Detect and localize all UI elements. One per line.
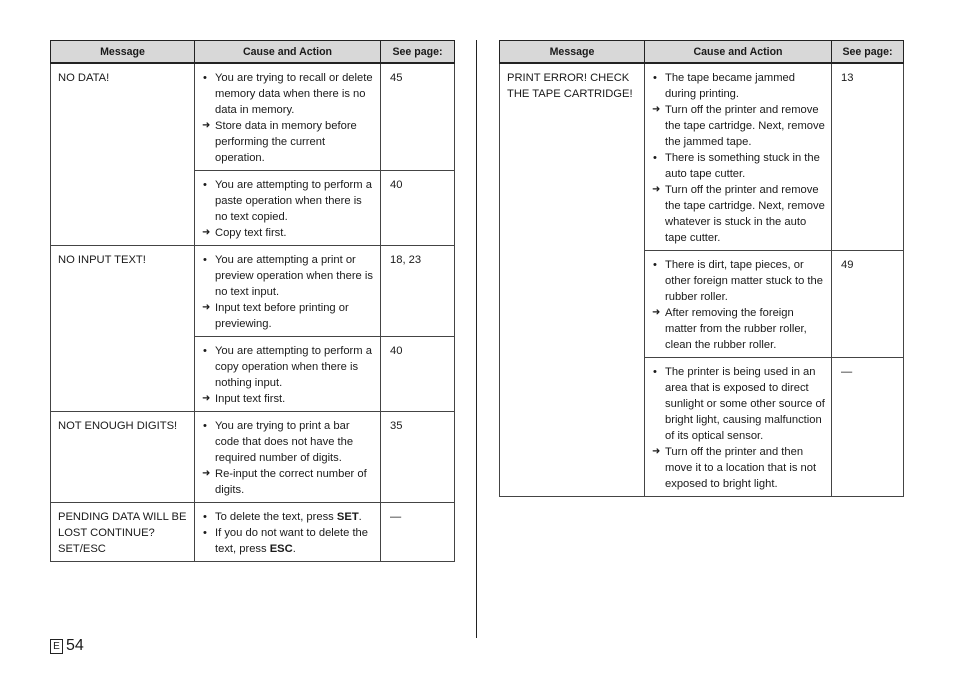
language-badge: E xyxy=(50,639,63,654)
action-item xyxy=(202,225,374,241)
see-page-cell: 49 xyxy=(832,251,904,358)
see-page-cell: 35 xyxy=(381,412,455,503)
see-page-cell: — xyxy=(381,503,455,562)
action-item xyxy=(652,182,825,246)
message-cell: NO DATA! xyxy=(51,63,195,246)
cause-item xyxy=(202,509,374,525)
cause-action-cell xyxy=(195,412,381,503)
table-header-row xyxy=(500,41,904,64)
cause-item xyxy=(202,177,374,225)
action-item xyxy=(202,466,374,498)
cause-item xyxy=(652,150,825,182)
message-cell: NOT ENOUGH DIGITS! xyxy=(51,412,195,503)
table-row xyxy=(51,246,455,337)
item-text: If you do not want to delete the text, press xyxy=(215,527,369,555)
see-page-cell: 13 xyxy=(832,63,904,251)
item-text: You are attempting to perform a paste operation when there is no text copied. xyxy=(215,179,372,223)
item-text: Copy text first. xyxy=(215,227,287,239)
cause-action-list xyxy=(652,70,825,246)
table-row xyxy=(51,412,455,503)
message-cell: NO INPUT TEXT! xyxy=(51,246,195,412)
cause-item xyxy=(202,70,374,118)
left-message-table xyxy=(50,40,455,562)
item-text: The printer is being used in an area that is exposed to direct sunlight or some other source of bright light, causing malfunction of its optical sensor. xyxy=(665,366,825,442)
item-text: Store data in memory before performing the current operation. xyxy=(215,120,357,164)
see-page-cell: 40 xyxy=(381,171,455,246)
item-text-end: . xyxy=(358,511,362,523)
action-item xyxy=(202,391,374,407)
cause-action-list xyxy=(202,418,374,498)
message-cell: PENDING DATA WILL BE LOST CONTINUE? SET/ESC xyxy=(51,503,195,562)
page-footer xyxy=(50,637,84,655)
cause-item xyxy=(652,70,825,102)
cause-action-cell xyxy=(195,171,381,246)
item-text: Input text before printing or previewing. xyxy=(215,302,349,330)
cause-action-list xyxy=(652,257,825,353)
cause-action-cell xyxy=(195,337,381,412)
header-see-page: See page: xyxy=(381,41,455,64)
action-item xyxy=(652,102,825,150)
cause-item xyxy=(202,418,374,466)
header-cause-and-action: Cause and Action xyxy=(195,41,381,64)
right-message-table xyxy=(499,40,904,497)
cause-action-list xyxy=(652,364,825,492)
see-page-cell: 45 xyxy=(381,63,455,171)
action-item xyxy=(652,305,825,353)
cause-action-cell xyxy=(195,503,381,562)
see-page-cell: 18, 23 xyxy=(381,246,455,337)
cause-action-cell xyxy=(645,251,832,358)
item-text: There is something stuck in the auto tape cutter. xyxy=(665,152,820,180)
item-text: To delete the text, press xyxy=(215,511,337,523)
cause-action-list xyxy=(202,177,374,241)
header-cause-and-action: Cause and Action xyxy=(645,41,832,64)
item-text-end: . xyxy=(292,543,296,555)
cause-action-cell xyxy=(645,358,832,497)
column-divider xyxy=(476,40,477,638)
key-name: SET xyxy=(336,511,359,523)
item-text: There is dirt, tape pieces, or other foreign matter stuck to the rubber roller. xyxy=(665,259,823,303)
action-item xyxy=(652,444,825,492)
item-text: Turn off the printer and then move it to a location that is not exposed to bright light. xyxy=(665,446,817,490)
item-text: Re-input the correct number of digits. xyxy=(215,468,367,496)
header-message: Message xyxy=(500,41,645,64)
cause-item xyxy=(652,257,825,305)
see-page-cell: 40 xyxy=(381,337,455,412)
cause-item xyxy=(202,343,374,391)
cause-item xyxy=(652,364,825,444)
cause-action-cell xyxy=(195,246,381,337)
header-see-page: See page: xyxy=(832,41,904,64)
cause-item xyxy=(202,252,374,300)
cause-action-list xyxy=(202,343,374,407)
table-row xyxy=(51,503,455,562)
key-name: ESC xyxy=(269,543,293,555)
item-text: After removing the foreign matter from the rubber roller, clean the rubber roller. xyxy=(665,307,807,351)
page-number: 54 xyxy=(66,637,84,654)
cause-action-list xyxy=(202,252,374,332)
item-text: The tape became jammed during printing. xyxy=(665,72,795,100)
message-cell: PRINT ERROR! CHECK THE TAPE CARTRIDGE! xyxy=(500,63,645,497)
item-text: You are trying to recall or delete memory data when there is no data in memory. xyxy=(215,72,373,116)
item-text: Turn off the printer and remove the tape cartridge. Next, remove the jammed tape. xyxy=(665,104,825,148)
header-message: Message xyxy=(51,41,195,64)
action-item xyxy=(202,300,374,332)
item-text: You are attempting to perform a copy operation when there is nothing input. xyxy=(215,345,372,389)
table-header-row xyxy=(51,41,455,64)
item-text: You are attempting a print or preview operation when there is no text input. xyxy=(215,254,373,298)
cause-action-cell xyxy=(195,63,381,171)
item-text: Input text first. xyxy=(215,393,286,405)
item-text: Turn off the printer and remove the tape cartridge. Next, remove whatever is stuck in the auto tape cutter. xyxy=(665,184,825,244)
see-page-cell: — xyxy=(832,358,904,497)
table-row xyxy=(500,63,904,251)
cause-action-cell xyxy=(645,63,832,251)
table-row xyxy=(51,63,455,171)
cause-action-list xyxy=(202,509,374,557)
cause-item xyxy=(202,525,374,557)
cause-action-list xyxy=(202,70,374,166)
action-item xyxy=(202,118,374,166)
item-text: You are trying to print a bar code that does not have the required number of digits. xyxy=(215,420,354,464)
